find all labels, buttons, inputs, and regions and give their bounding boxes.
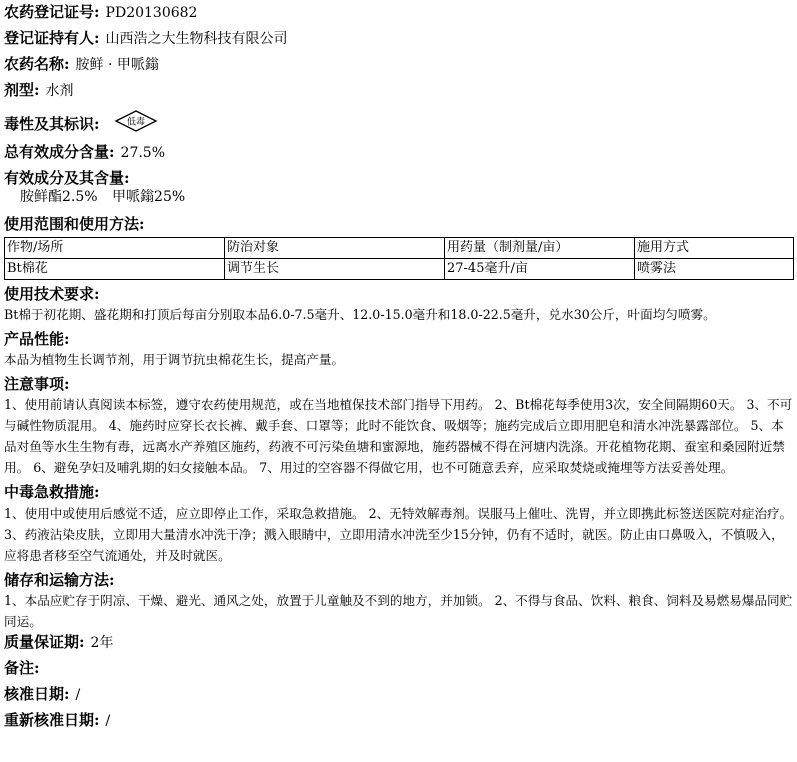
pesticide-name-label: 农药名称: — [4, 55, 70, 73]
performance-text: 本品为植物生长调节剂，用于调节抗虫棉花生长，提高产量。 — [4, 352, 345, 367]
registration-no-label: 农药登记证号: — [4, 3, 100, 21]
approval-date-value: / — [75, 686, 81, 703]
pesticide-name-value: 胺鲜 · 甲哌鎓 — [75, 57, 159, 73]
usage-table-header — [5, 237, 794, 258]
registration-no-value: PD20130682 — [105, 5, 198, 21]
usage-cell-crop: Bt棉花 — [5, 258, 225, 279]
holder-row — [4, 28, 793, 54]
first-aid-label: 中毒急救措施: — [4, 483, 100, 502]
usage-label: 使用范围和使用方法: — [4, 215, 145, 234]
shelf-life-row — [4, 632, 793, 658]
technique-label: 使用技术要求: — [4, 284, 100, 303]
reapproval-date-row — [4, 710, 793, 736]
holder-label: 登记证持有人: — [4, 29, 100, 47]
low-toxicity-icon — [114, 109, 158, 139]
toxicity-badge-text: 低毒 — [126, 117, 145, 128]
usage-cell-target: 调节生长 — [225, 258, 445, 279]
reapproval-date-value: / — [105, 712, 111, 729]
usage-table — [4, 237, 794, 280]
remarks-row — [4, 658, 793, 684]
precautions-label: 注意事项: — [4, 375, 70, 393]
pesticide-name-row — [4, 54, 793, 80]
total-content-row — [4, 142, 793, 168]
shelf-life-label: 质量保证期: — [4, 632, 85, 651]
ingredients-label: 有效成分及其含量: — [4, 169, 130, 187]
storage-text: 1、本品应贮存于阴凉、干燥、避光、通风之处，放置于儿童触及不到的地方，并加锁。 2、不得与食品、饮料、粮食、饲料及易燃易爆品同贮同运。 — [4, 592, 793, 629]
reapproval-date-label: 重新核准日期: — [4, 710, 100, 729]
total-content-label: 总有效成分含量: — [4, 143, 115, 161]
usage-cell-method: 喷雾法 — [635, 258, 794, 279]
approval-date-row — [4, 684, 793, 710]
ingredient-item: 甲哌鎓25% — [112, 189, 186, 206]
formulation-row — [4, 80, 793, 106]
registration-row — [4, 2, 793, 28]
toxicity-label: 毒性及其标识: — [4, 114, 100, 133]
remarks-label: 备注: — [4, 658, 40, 677]
usage-header-target: 防治对象 — [225, 237, 445, 258]
usage-header-crop: 作物/场所 — [5, 237, 225, 258]
performance-label: 产品性能: — [4, 329, 70, 348]
total-content-value: 27.5% — [120, 145, 166, 161]
usage-cell-dosage: 27-45毫升/亩 — [445, 258, 635, 279]
formulation-label: 剂型: — [4, 81, 40, 99]
first-aid-text: 1、使用中或使用后感觉不适，应立即停止工作，采取急救措施。 2、无特效解毒剂。误服马上催吐、洗胃，并立即携此标签送医院对症治疗。 3、药液沾染皮肤，立即用大量清水冲洗干净；溅入眼睛中，立即用清水冲洗至少15分钟，仍有不适时，就医。防止由口鼻吸入，不慎吸入，应将患者移至空气流通处，并及时就医。 — [4, 505, 793, 563]
precautions-text: 1、使用前请认真阅读本标签，遵守农药使用规范，或在当地植保技术部门指导下用药。 2、Bt棉花每季使用3次，安全间隔期60天。 3、不可与碱性物质混用。 4、施药时应穿长衣长裤、戴手套、口罩等；此时不能饮食、吸烟等；施药完成后立即用肥皂和清水冲洗暴露部位。 5、本品对鱼等水生生物有毒，远离水产养殖区施药，药液不可污染鱼塘和蜜源地，施药器械不得在河塘内洗涤。开花植物花期、蚕室和桑园附近禁用。 6、避免孕妇及哺乳期的妇女接触本品。 7、用过的空容器不得做它用，也不可随意丢弃，应采取焚烧或掩埋等方法妥善处理。 — [4, 397, 793, 476]
technique-text: Bt棉于初花期、盛花期和打顶后每亩分别取本品6.0-7.5毫升、12.0-15.0毫升和18.0-22.5毫升，兑水30公斤，叶面均匀喷雾。 — [4, 306, 716, 322]
table-row — [5, 258, 794, 279]
formulation-value: 水剂 — [45, 83, 74, 99]
ingredients-list — [4, 188, 793, 210]
ingredient-item: 胺鲜酯2.5% — [20, 189, 98, 206]
holder-value: 山西浩之大生物科技有限公司 — [105, 31, 288, 47]
shelf-life-value: 2年 — [90, 634, 114, 651]
storage-label: 储存和运输方法: — [4, 570, 115, 589]
approval-date-label: 核准日期: — [4, 684, 70, 703]
usage-header-dosage: 用药量（制剂量/亩） — [445, 237, 635, 258]
toxicity-row — [4, 106, 793, 142]
usage-header-method: 施用方式 — [635, 237, 794, 258]
